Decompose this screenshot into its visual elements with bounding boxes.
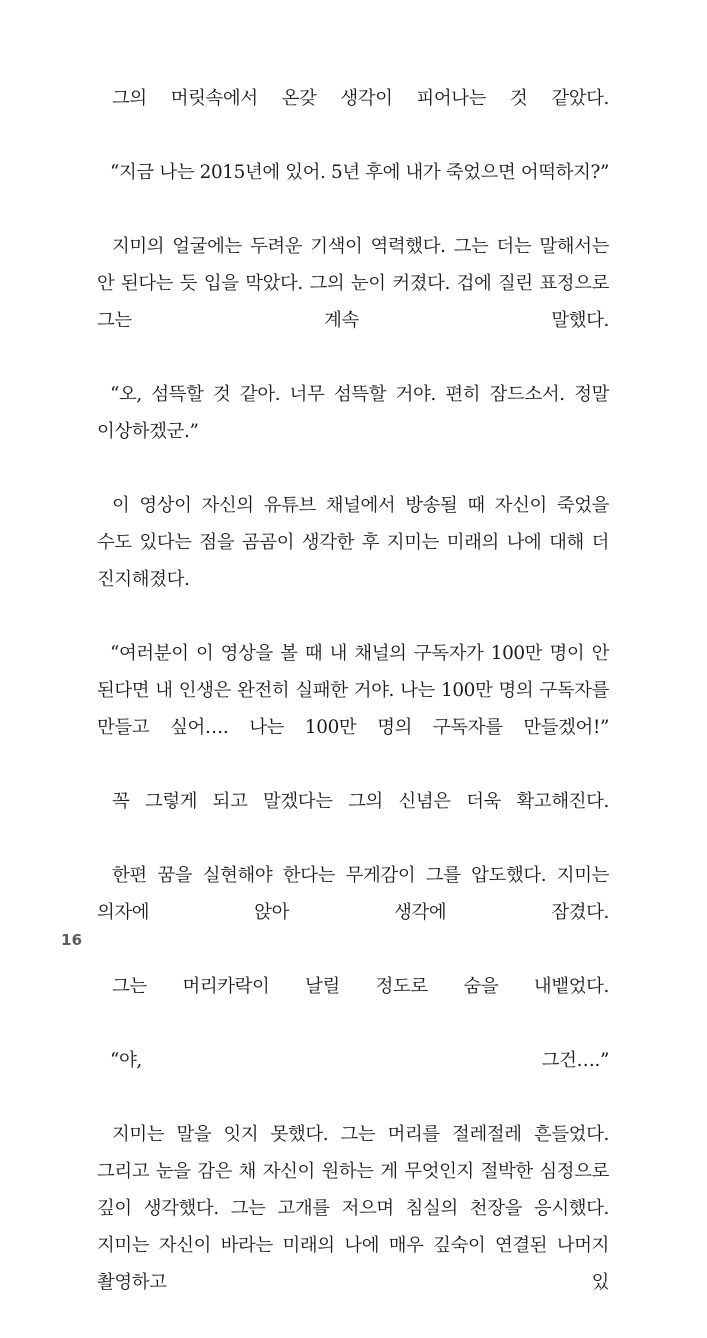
paragraph: 그의 머릿속에서 온갖 생각이 피어나는 것 같았다. [112,88,609,109]
paragraph: 그는 머리카락이 날릴 정도로 숨을 내뱉었다. [112,976,609,997]
paragraph-dialogue: “여러분이 이 영상을 볼 때 내 채널의 구독자가 100만 명이 안 된다면 내 인생은 완전히 실패한 거야. 나는 100만 명의 구독자를 만들고 싶어…. 나는 100만 명의 구독자를 만들겠어!” [97,643,609,738]
paragraph-dialogue: “지금 나는 2015년에 있어. 5년 후에 내가 죽었으면 어떡하지?” [110,162,609,183]
paragraph: 지미의 얼굴에는 두려운 기색이 역력했다. 그는 더는 말해서는 안 된다는 듯 입을 막았다. 그의 눈이 커졌다. 겁에 질린 표정으로 그는 계속 말했다. [97,236,609,331]
paragraph: 이 영상이 자신의 유튜브 채널에서 방송될 때 자신이 죽었을 수도 있다는 점을 곰곰이 생각한 후 지미는 미래의 나에 대해 더 진지해졌다. [97,495,609,590]
paragraph-dialogue: “오, 섬뜩할 것 같아. 너무 섬뜩할 거야. 편히 잠드소서. 정말 이상하겠군.” [97,384,609,442]
paragraph: 꼭 그렇게 되고 말겠다는 그의 신념은 더욱 확고해진다. [112,791,609,812]
paragraph-dialogue: “야, 그건….” [110,1050,609,1071]
paragraph: 지미는 말을 잇지 못했다. 그는 머리를 절레절레 흔들었다. 그리고 눈을 감은 채 자신이 원하는 게 무엇인지 절박한 심정으로 깊이 생각했다. 그는 고개를 저으며 침실의 천장을 응시했다. 지미는 자신이 바라는 미래의 나에 매우 깊숙이 연결된 나머지 촬영하고 있 [97,1124,609,1293]
body-text-block [97,80,609,1338]
page-number: 16 [61,931,83,949]
paragraph: 한편 꿈을 실현해야 한다는 무게감이 그를 압도했다. 지미는 의자에 앉아 생각에 잠겼다. [97,865,609,923]
